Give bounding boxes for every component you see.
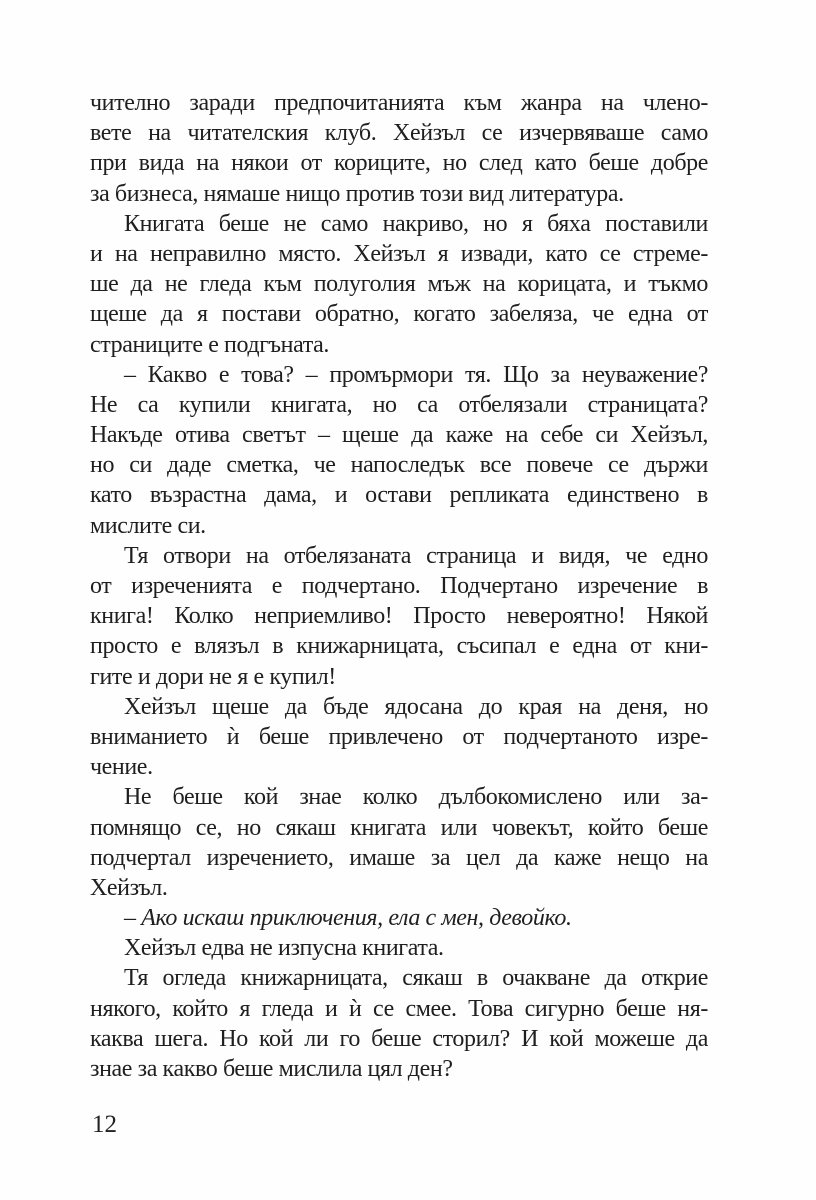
paragraph	[90, 541, 708, 692]
text-line: Хейзъл.	[90, 874, 168, 901]
text-line: Тя отвори на отбелязаната страница и видя, че едно	[124, 542, 708, 569]
text-line: Не са купили книгата, но са отбелязали страницата?	[90, 391, 708, 418]
text-line: ше да не гледа към полуголия мъж на корицата, и тъкмо	[90, 271, 708, 298]
text-line: каква шега. Но кой ли го беше сторил? И кой можеше да	[90, 1025, 708, 1052]
text-line: Хейзъл едва не изпусна книгата.	[124, 935, 444, 962]
text-line: Накъде отива светът – щеше да каже на себе си Хейзъл,	[90, 422, 708, 449]
text-line: – Ако искаш приключения, ела с мен, девойко.	[124, 905, 572, 932]
text-block	[90, 88, 708, 1084]
paragraph	[90, 88, 708, 209]
text-line: мислите си.	[90, 512, 206, 539]
text-line: чително заради предпочитанията към жанра на члено-	[90, 90, 708, 116]
text-line: Тя огледа книжарницата, сякаш в очакване да открие	[124, 965, 708, 992]
text-line: някого, който я гледа и ѝ се смее. Това сигурно беше ня-	[90, 995, 708, 1022]
text-line: и на неправилно място. Хейзъл я извади, като се стреме-	[90, 240, 708, 267]
text-line: знае за какво беше мислила цял ден?	[90, 1056, 453, 1082]
text-line: – Какво е това? – промърмори тя. Що за неуважение?	[124, 361, 708, 388]
text-line: при вида на някои от кориците, но след като беше добре	[90, 150, 708, 177]
paragraph	[90, 782, 708, 903]
text-line: Хейзъл щеше да бъде ядосана до края на деня, но	[124, 693, 708, 720]
text-line: Книгата беше не само накриво, но я бяха поставили	[124, 210, 708, 237]
text-line: Не беше кой знае колко дълбокомислено или за-	[124, 784, 708, 811]
text-line: вете на читателския клуб. Хейзъл се изчервяваше само	[90, 120, 708, 147]
text-line: подчертал изречението, имаше за цел да каже нещо на	[90, 844, 708, 871]
text-line: като възрастна дама, и остави репликата единствено в	[90, 482, 708, 509]
text-line: щеше да я постави обратно, когато забеляза, че една от	[90, 301, 708, 328]
text-line: помнящо се, но сякаш книгата или човекът, който беше	[90, 814, 708, 841]
text-line: от изреченията е подчертано. Подчертано изречение в	[90, 573, 708, 599]
paragraph	[90, 963, 708, 1084]
text-line: чение.	[90, 754, 153, 781]
text-line: за бизнеса, нямаше нищо против този вид литература.	[90, 180, 624, 207]
paragraph	[90, 903, 708, 933]
page-number: 12	[92, 1111, 117, 1138]
paragraph	[90, 692, 708, 783]
text-line: просто е влязъл в книжарницата, съсипал е една от кни-	[90, 633, 708, 660]
text-line: страниците е подгъната.	[90, 331, 329, 358]
text-line: книга! Колко неприемливо! Просто невероятно! Някой	[90, 603, 708, 630]
paragraph	[90, 209, 708, 360]
text-line: но си даде сметка, че напоследък все повече се държи	[90, 452, 708, 479]
text-line: гите и дори не я е купил!	[90, 663, 336, 690]
paragraph	[90, 933, 708, 963]
paragraph	[90, 360, 708, 541]
text-line: вниманието ѝ беше привлечено от подчертаното изре-	[90, 723, 708, 750]
